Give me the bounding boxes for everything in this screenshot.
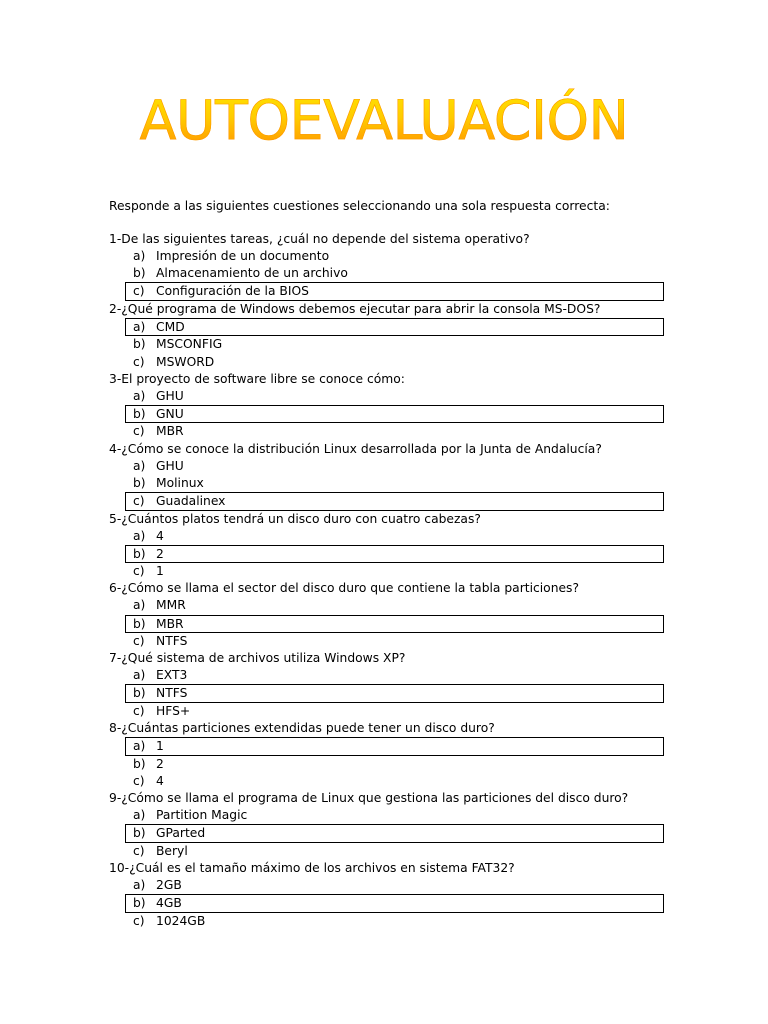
option-text: NTFS [156,686,188,701]
option-text: Impresión de un documento [156,249,330,263]
option-letter: a) [133,877,146,892]
answer-option[interactable] [109,388,669,405]
answer-option-selected[interactable] [125,492,664,511]
option-letter: a) [133,668,146,683]
answer-option-selected[interactable] [125,615,664,634]
option-letter: c) [133,284,145,299]
option-text: MBR [156,616,184,631]
option-text: 4 [156,773,164,788]
answer-option[interactable] [109,423,669,440]
option-letter: b) [133,686,146,701]
answer-option[interactable] [109,843,669,860]
question-text: 7-¿Qué sistema de archivos utiliza Windows XP? [109,651,406,666]
answer-option[interactable] [109,354,669,371]
option-letter: b) [133,337,146,352]
option-text: MSWORD [156,354,215,369]
option-text: HFS+ [156,703,191,718]
answer-option-selected[interactable] [125,824,664,843]
option-text: GHU [156,388,184,403]
answer-option-selected[interactable] [125,737,664,756]
option-text: GNU [156,406,184,421]
answer-option-selected[interactable] [125,684,664,703]
question-text: 9-¿Cómo se llama el programa de Linux que gestiona las particiones del disco duro? [109,791,629,805]
option-letter: c) [133,703,145,718]
answer-option[interactable] [109,336,669,353]
option-text: NTFS [156,634,188,649]
question-text: 4-¿Cómo se conoce la distribución Linux desarrollada por la Junta de Andalucía? [109,441,602,456]
option-text: 2 [156,756,164,771]
question-text: 6-¿Cómo se llama el sector del disco duro que contiene la tabla particiones? [109,581,579,596]
option-text: Beryl [156,843,188,858]
option-letter: a) [133,598,146,613]
option-letter: c) [133,773,145,788]
option-letter: c) [133,843,145,858]
option-letter: a) [133,319,146,334]
option-letter: b) [133,896,146,911]
question-text: 2-¿Qué programa de Windows debemos ejecutar para abrir la consola MS-DOS? [109,301,601,316]
answer-option[interactable] [109,265,669,282]
answer-option[interactable] [109,633,669,650]
option-text: Almacenamiento de un archivo [156,266,348,281]
option-text: EXT3 [156,668,188,683]
answer-option[interactable] [109,667,669,684]
option-letter: c) [133,354,145,369]
question-text: 8-¿Cuántas particiones extendidas puede tener un disco duro? [109,721,495,736]
question-list [109,231,669,930]
answer-option[interactable] [109,475,669,492]
option-text: Guadalinex [156,494,226,508]
option-letter: b) [133,266,146,281]
answer-option[interactable] [109,877,669,894]
option-text: MSCONFIG [156,337,223,352]
answer-option[interactable] [109,807,669,824]
option-letter: a) [133,458,146,473]
answer-option-selected[interactable] [125,405,664,424]
answer-option[interactable] [109,563,669,580]
option-letter: c) [133,424,145,439]
option-letter: a) [133,808,146,822]
option-letter: b) [133,826,146,841]
option-text: MBR [156,424,184,439]
option-text: Configuración de la BIOS [156,284,309,299]
option-letter: b) [133,546,146,561]
option-text: MMR [156,598,186,613]
option-letter: a) [133,528,146,543]
option-text: Partition Magic [156,808,248,822]
option-letter: c) [133,634,145,649]
intro-text: Responde a las siguientes cuestiones seleccionando una sola respuesta correcta: [109,199,610,213]
option-letter: b) [133,756,146,771]
option-letter: b) [133,616,146,631]
question-text: 1-De las siguientes tareas, ¿cuál no depende del sistema operativo? [109,232,530,246]
answer-option-selected[interactable] [125,282,664,301]
answer-option[interactable] [109,773,669,790]
option-text: GHU [156,458,184,473]
answer-option[interactable] [109,756,669,773]
option-letter: c) [133,564,145,579]
option-letter: b) [133,475,146,490]
answer-option-selected[interactable] [125,545,664,564]
answer-option[interactable] [109,913,669,930]
answer-option-selected[interactable] [125,318,664,337]
option-text: 2 [156,546,164,561]
answer-option[interactable] [109,597,669,614]
option-letter: c) [133,494,145,508]
option-text: 4 [156,528,164,543]
option-text: 1024GB [156,913,206,928]
option-text: Molinux [156,475,204,490]
option-letter: c) [133,913,145,928]
option-letter: a) [133,249,146,263]
question-text: 3-El proyecto de software libre se conoce cómo: [109,371,405,386]
option-text: 1 [156,564,164,579]
option-letter: a) [133,388,146,403]
option-text: 1 [156,739,164,754]
option-text: 4GB [156,896,182,911]
page-title: AUTOEVALUACIÓN [0,86,768,156]
option-letter: b) [133,406,146,421]
answer-option[interactable] [109,248,669,265]
answer-option[interactable] [109,703,669,720]
question-text: 5-¿Cuántos platos tendrá un disco duro con cuatro cabezas? [109,511,481,526]
answer-option[interactable] [109,528,669,545]
option-letter: a) [133,739,146,754]
option-text: GParted [156,826,206,841]
quiz-content [109,197,669,930]
option-text: CMD [156,319,185,334]
option-text: 2GB [156,877,182,892]
answer-option-selected[interactable] [125,894,664,913]
question-text: 10-¿Cuál es el tamaño máximo de los archivos en sistema FAT32? [109,860,515,875]
answer-option[interactable] [109,458,669,475]
